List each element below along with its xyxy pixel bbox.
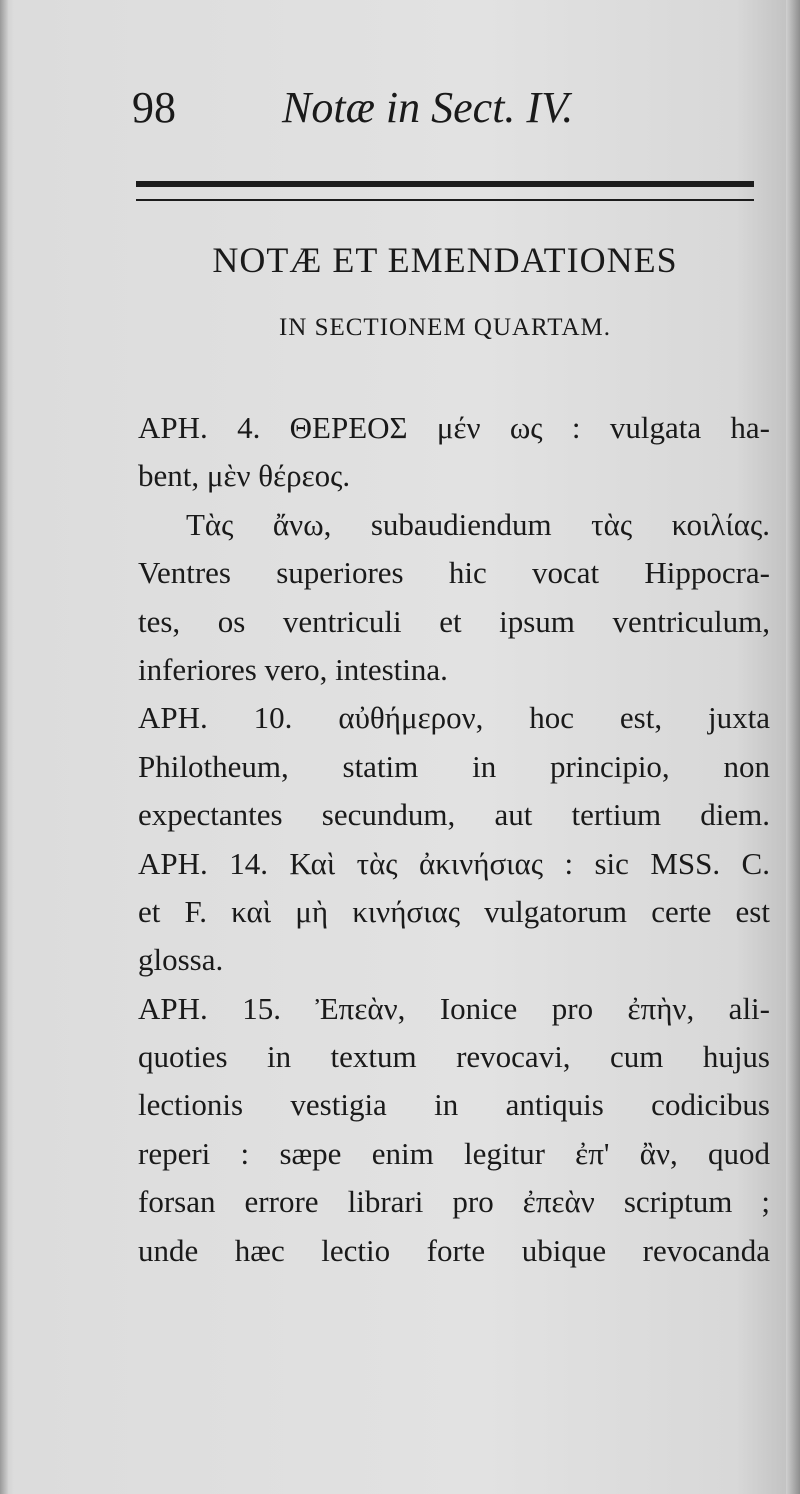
text-line: Τὰς ἄνω, subaudiendum τὰς κοιλίας.	[186, 506, 770, 542]
text-line: Ventres superiores hic vocat Hippocra-	[138, 555, 770, 591]
text-line: APH. 10. αὐθήμερον, hoc est, juxta	[138, 700, 770, 736]
text-line: bent, μὲν θέρεος.	[138, 458, 351, 494]
header-rule-thick	[136, 181, 754, 187]
text-line: expectantes secundum, aut tertium diem.	[138, 797, 770, 833]
text-line: glossa.	[138, 942, 224, 978]
running-title: Notæ in Sect. IV.	[282, 83, 574, 132]
section-subheading: IN SECTIONEM QUARTAM.	[278, 314, 612, 341]
section-heading: NOTÆ ET EMENDATIONES	[212, 240, 678, 280]
text-line: Philotheum, statim in principio, non	[138, 748, 770, 784]
page-gutter-shadow	[0, 0, 8, 1494]
header-rule-thin	[136, 199, 754, 201]
body-text	[138, 404, 770, 1275]
page-edge-shadow	[786, 0, 800, 1494]
text-line: APH. 4. ΘΕΡΕΟΣ μέν ως : vulgata ha-	[138, 410, 770, 445]
text-line: et F. καὶ μὴ κινήσιας vulgatorum certe est	[138, 893, 770, 929]
page-number: 98	[132, 83, 176, 132]
text-line: forsan errore librari pro ἐπεὰν scriptum ;	[138, 1184, 770, 1220]
text-line: APH. 14. Καὶ τὰς ἀκινήσιας : sic MSS. C.	[138, 845, 770, 881]
text-line: tes, os ventriculi et ipsum ventriculum,	[138, 603, 770, 639]
text-line: reperi : sæpe enim legitur ἐπ' ἂν, quod	[138, 1135, 770, 1171]
text-line: unde hæc lectio forte ubique revocanda	[138, 1232, 770, 1268]
running-head	[132, 78, 692, 138]
text-line: inferiores vero, intestina.	[138, 651, 448, 687]
text-line: lectionis vestigia in antiquis codicibus	[138, 1087, 770, 1123]
text-line: APH. 15. Ἐπεὰν, Ionice pro ἐπὴν, ali-	[138, 990, 770, 1026]
text-line: quoties in textum revocavi, cum hujus	[138, 1039, 770, 1075]
